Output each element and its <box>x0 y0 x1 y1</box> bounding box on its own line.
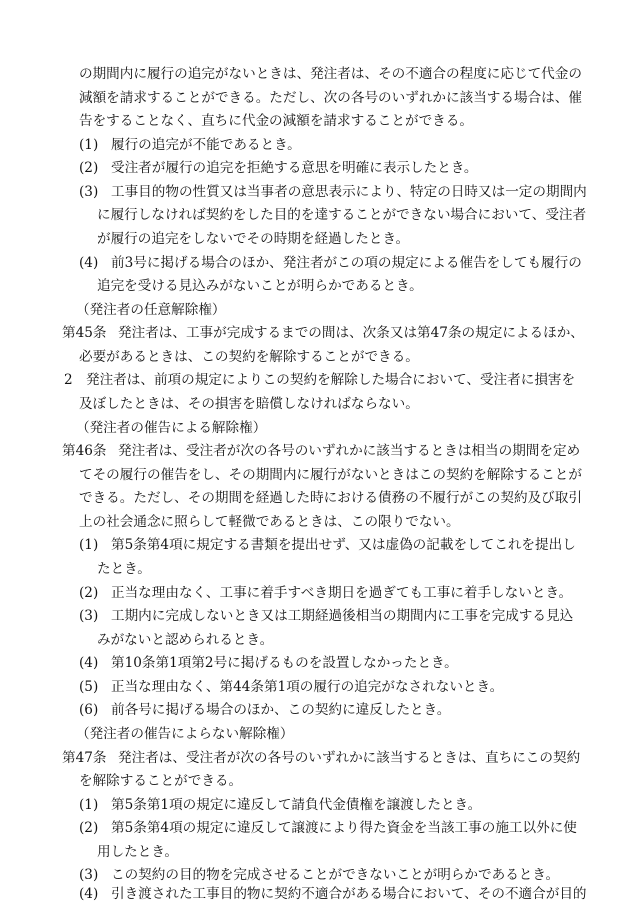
section-heading: （発注者の催告によらない解除権） <box>76 726 294 742</box>
article-number: 第45条 <box>62 325 107 341</box>
list-item: (4) 引き渡された工事目的物に契約不適合がある場合において、その不適合が目的 <box>79 886 587 902</box>
text-line: たとき。 <box>97 561 151 577</box>
text-line: 用したとき。 <box>97 844 179 860</box>
item-number: (6) <box>79 702 99 718</box>
text-line: を解除することができる。 <box>79 773 243 789</box>
article-first-line: 第47条 発注者は、受注者が次の各号のいずれかに該当するときは、直ちにこの契約 <box>62 750 581 766</box>
text-line: に履行しなければ契約をした目的を達することができない場合において、受注者 <box>97 207 587 223</box>
list-item: (2) 第5条第4項の規定に違反して譲渡により得た資金を当該工事の施工以外に使 <box>79 820 577 836</box>
list-item: (2) 正当な理由なく、工事に着手すべき期日を過ぎても工事に着手しないとき。 <box>79 585 573 601</box>
list-item: (2) 受注者が履行の追完を拒絶する意思を明確に表示したとき。 <box>79 160 478 176</box>
list-item: (5) 正当な理由なく、第44条第1項の履行の追完がなされないとき。 <box>79 679 504 695</box>
text-line: 及ぼしたときは、その損害を賠償しなければならない。 <box>79 396 419 412</box>
list-item: (1) 履行の追完が不能であるとき。 <box>79 137 301 153</box>
text-line: 必要があるときは、この契約を解除することができる。 <box>79 349 419 365</box>
item-number: (1) <box>79 137 99 153</box>
text-line: 追完を受ける見込みがないことが明らかであるとき。 <box>97 278 423 294</box>
section-heading: （発注者の任意解除権） <box>76 302 226 318</box>
text-line: みがないと認められるとき。 <box>97 632 274 648</box>
section-heading: （発注者の催告による解除権） <box>76 420 267 436</box>
item-number: (4) <box>79 886 99 902</box>
paragraph-number: 2 <box>64 372 73 388</box>
list-item: (1) 第5条第1項の規定に違反して請負代金債権を譲渡したとき。 <box>79 797 482 813</box>
text-line: 上の社会通念に照らして軽微であるときは、この限りでない。 <box>79 514 460 530</box>
paragraph-first-line: 2 発注者は、前項の規定によりこの契約を解除した場合において、受注者に損害を <box>64 372 576 388</box>
list-item: (6) 前各号に掲げる場合のほか、この契約に違反したとき。 <box>79 702 451 718</box>
article-number: 第46条 <box>62 443 107 459</box>
text-line: の期間内に履行の追完がないときは、発注者は、その不適合の程度に応じて代金の <box>79 66 582 82</box>
item-number: (5) <box>79 679 99 695</box>
list-item: (4) 前3号に掲げる場合のほか、発注者がこの項の規定による催告をしても履行の <box>79 255 582 271</box>
text-line: 減額を請求することができる。ただし、次の各号のいずれかに該当する場合は、催 <box>79 90 582 106</box>
list-item: (3) 工期内に完成しないとき又は工期経過後相当の期間内に工事を完成する見込 <box>79 608 574 624</box>
item-number: (2) <box>79 585 99 601</box>
item-number: (4) <box>79 255 99 271</box>
text-line: てその履行の催告をし、その期間内に履行がないときはこの契約を解除することが <box>79 467 582 483</box>
text-line: が履行の追完をしないでその時期を経過したとき。 <box>97 231 410 247</box>
text-line: できる。ただし、その期間を経過した時における債務の不履行がこの契約及び取引 <box>79 490 582 506</box>
list-item: (3) 工事目的物の性質又は当事者の意思表示により、特定の日時又は一定の期間内 <box>79 184 587 200</box>
list-item: (3) この契約の目的物を完成させることができないことが明らかであるとき。 <box>79 867 560 883</box>
list-item: (4) 第10条第1項第2号に掲げるものを設置しなかったとき。 <box>79 655 458 671</box>
item-number: (3) <box>79 867 99 883</box>
text-line: 告をすることなく、直ちに代金の減額を請求することができる。 <box>79 113 473 129</box>
item-number: (2) <box>79 160 99 176</box>
article-first-line: 第45条 発注者は、工事が完成するまでの間は、次条又は第47条の規定によるほか、 <box>62 325 584 341</box>
item-number: (3) <box>79 608 99 624</box>
article-number: 第47条 <box>62 750 107 766</box>
item-number: (1) <box>79 537 99 553</box>
item-number: (1) <box>79 797 99 813</box>
item-number: (3) <box>79 184 99 200</box>
list-item: (1) 第5条第4項に規定する書類を提出せず、又は虚偽の記載をしてこれを提出し <box>79 537 576 553</box>
item-number: (4) <box>79 655 99 671</box>
article-first-line: 第46条 発注者は、受注者が次の各号のいずれかに該当するときは相当の期間を定め <box>62 443 581 459</box>
item-number: (2) <box>79 820 99 836</box>
